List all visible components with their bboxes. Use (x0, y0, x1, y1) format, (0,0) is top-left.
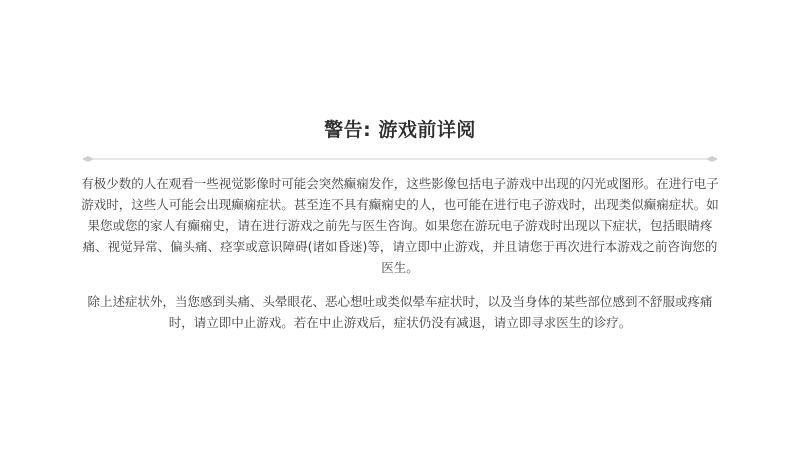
warning-paragraph-seizure: 有极少数的人在观看一些视觉影像时可能会突然癫痫发作，这些影像包括电子游戏中出现的闪光或图形。在进行电子游戏时，这些人可能会出现癫痫症状。甚至连不具有癫痫史的人，也可能在进行电子游戏时，出现类似癫痫症状。如果您或您的家人有癫痫史，请在进行游戏之前先与医生咨询。如果您在游玩电子游戏时出现以下症状，包括眼睛疼痛、视觉异常、偏头痛、痉挛或意识障碍(诸如昏迷)等，请立即中止游戏，并且请您于再次进行本游戏之前咨询您的医生。 (81, 176, 719, 275)
warning-paragraph-discomfort: 除上述症状外，当您感到头痛、头晕眼花、恶心想吐或类似晕车症状时，以及当身体的某些部位感到不舒服或疼痛时，请立即中止游戏。若在中止游戏后，症状仍没有减退，请立即寻求医生的诊疗。 (87, 294, 713, 330)
ornamental-divider (82, 153, 718, 165)
warning-title: 警告: 游戏前详阅 (324, 119, 476, 141)
